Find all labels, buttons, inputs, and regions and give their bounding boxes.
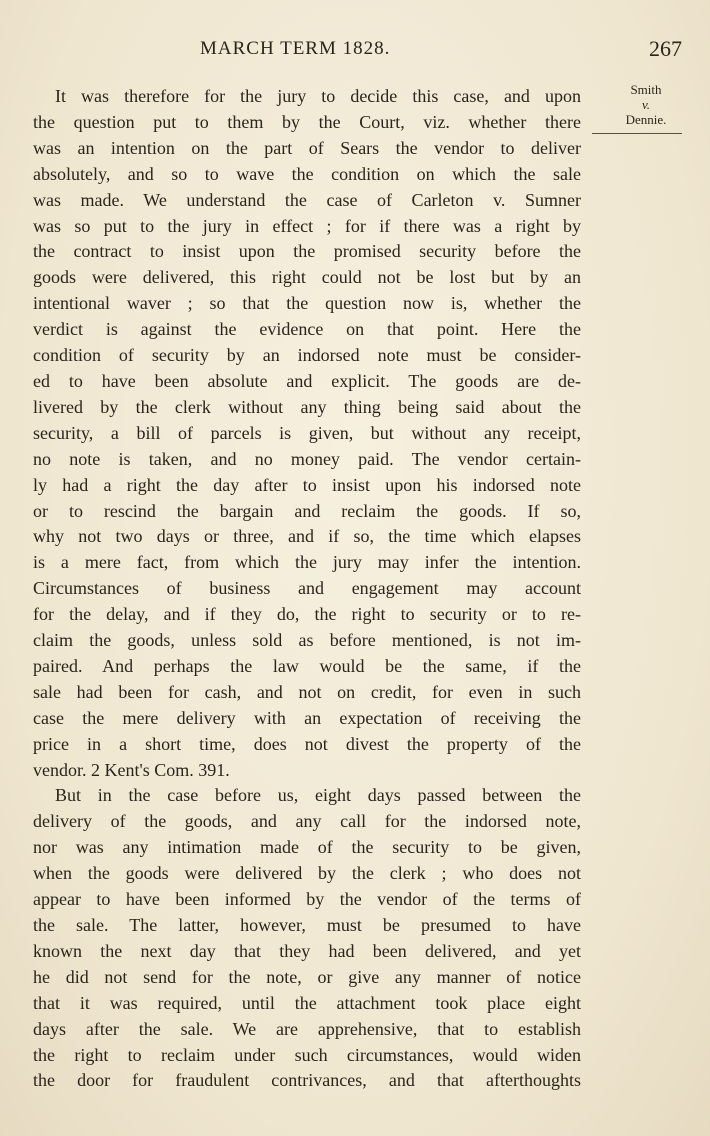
text-line: appear to have been informed by the vendor of the terms of [33, 889, 581, 910]
text-line: price in a short time, does not divest the property of the [33, 733, 581, 754]
text-line: But in the case before us, eight days passed between the [55, 785, 581, 806]
text-line: Circumstances of business and engagement may account [33, 578, 581, 599]
text-line: goods were delivered, this right could not be lost but by an [33, 267, 581, 288]
text-line: the contract to insist upon the promised security before the [33, 241, 581, 262]
text-line: the right to reclaim under such circumstances, would widen [33, 1044, 581, 1065]
text-line: livered by the clerk without any thing being said about the [33, 396, 581, 417]
page-header [0, 38, 710, 68]
case-name-margin-note [600, 82, 692, 134]
text-line: It was therefore for the jury to decide this case, and upon [55, 86, 581, 106]
text-line: for the delay, and if they do, the right to security or to re- [33, 604, 581, 625]
text-line: why not two days or three, and if so, the time which elapses [33, 526, 581, 547]
text-line: condition of security by an indorsed note must be consider- [33, 345, 581, 366]
text-line: case the mere delivery with an expectation of receiving the [33, 707, 581, 728]
text-line: was made. We understand the case of Carleton v. Sumner [33, 189, 581, 210]
text-line: known the next day that they had been delivered, and yet [33, 940, 581, 961]
text-line: is a mere fact, from which the jury may infer the intention. [33, 552, 581, 573]
page-number: 267 [649, 36, 682, 61]
margin-defendant: Dennie. [625, 112, 667, 127]
margin-versus: v. [641, 97, 651, 112]
text-line: security, a bill of parcels is given, but without any receipt, [33, 422, 581, 443]
text-line: delivery of the goods, and any call for the indorsed note, [33, 811, 581, 832]
text-line: or to rescind the bargain and reclaim the goods. If so, [33, 500, 581, 521]
text-line: the sale. The latter, however, must be presumed to have [33, 915, 581, 935]
text-line: when the goods were delivered by the clerk ; who does not [33, 863, 581, 884]
text-line: that it was required, until the attachment took place eight [33, 992, 581, 1013]
text-line: nor was any intimation made of the security to be given, [33, 837, 581, 858]
body-text [33, 84, 581, 1094]
text-line: ly had a right the day after to insist upon his indorsed note [33, 474, 581, 495]
text-line: absolutely, and so to wave the condition on which the sale [33, 163, 581, 184]
text-line: the question put to them by the Court, viz. whether there [33, 111, 581, 132]
text-line: claim the goods, unless sold as before mentioned, is not im- [33, 630, 581, 651]
text-line: no note is taken, and no money paid. The vendor certain- [33, 448, 581, 469]
margin-rule [592, 133, 682, 134]
text-line: paired. And perhaps the law would be the same, if the [33, 655, 581, 676]
text-line: was so put to the jury in effect ; for if there was a right by [33, 215, 581, 236]
text-line: sale had been for cash, and not on credit, for even in such [33, 681, 581, 702]
running-head: MARCH TERM 1828. [200, 38, 391, 59]
text-line: vendor. 2 Kent's Com. 391. [33, 759, 230, 780]
text-line: he did not send for the note, or give any manner of notice [33, 966, 581, 987]
text-line: intentional waver ; so that the question now is, whether the [33, 293, 581, 314]
margin-plaintiff: Smith [630, 82, 662, 97]
text-line: ed to have been absolute and explicit. The goods are de- [33, 370, 581, 391]
text-line: days after the sale. We are apprehensive, that to establish [33, 1018, 581, 1039]
text-line: verdict is against the evidence on that point. Here the [33, 319, 581, 340]
text-line: the door for fraudulent contrivances, and that afterthoughts [33, 1070, 581, 1091]
text-line: was an intention on the part of Sears the vendor to deliver [33, 137, 581, 158]
